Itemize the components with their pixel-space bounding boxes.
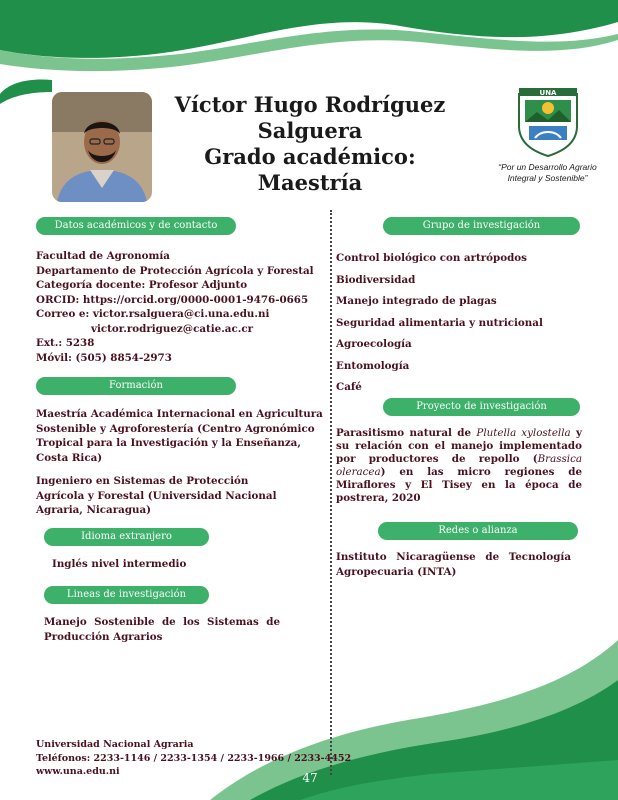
redes-value: Instituto Nicaragüense de Tecnología Agropecuaria (INTA) — [336, 551, 571, 578]
formacion-item: Ingeniero en Sistemas de Protección Agrícola y Forestal (Universidad Nacional Agraria, Nicaragua) — [36, 475, 277, 516]
species-name: Brassica oleracea — [336, 453, 582, 478]
proyecto-description — [336, 427, 582, 505]
section-contact-label: Datos académicos y de contacto — [36, 217, 236, 235]
proyecto-text: ) en las micro regiones de Miraflores y El Tisey en la época de postrera, 2020 — [336, 466, 582, 504]
section-grupo-label: Grupo de investigación — [383, 217, 580, 235]
list-item: Biodiversidad — [336, 273, 416, 286]
person-name: Víctor Hugo Rodríguez Salguera — [174, 92, 446, 143]
idioma-value: Inglés nivel intermedio — [52, 558, 187, 570]
logo-text: UNA — [539, 89, 557, 97]
column-divider — [330, 210, 332, 775]
department: Departamento de Protección Agrícola y Forestal — [36, 264, 314, 277]
teaching-category: Categoría docente: Profesor Adjunto — [36, 279, 248, 291]
profile-photo — [52, 92, 152, 202]
mobile-phone: Móvil: (505) 8854-2973 — [36, 351, 172, 364]
footer-phones: Teléfonos: 2233-1146 / 2233-1354 / 2233-1966 / 2233-4452 — [36, 752, 352, 764]
university-logo — [515, 86, 581, 158]
grupo-list — [336, 248, 606, 399]
list-item: Seguridad alimentaria y nutricional — [336, 316, 543, 329]
proyecto-text: y su relación con el manejo implementado por productores de repollo ( — [336, 427, 582, 465]
formacion-item: Maestría Académica Internacional en Agricultura Sostenible y Agroforestería (Centro Agronómico Tropical para la Investigación y la Enseñanza, Costa Rica) — [36, 408, 323, 464]
list-item: Manejo integrado de plagas — [336, 295, 497, 307]
section-formacion-label: Formación — [36, 377, 236, 395]
footer-university: Universidad Nacional Agraria — [36, 739, 194, 750]
header-title — [160, 92, 460, 196]
page-number: 47 — [302, 771, 318, 785]
academic-degree: Grado académico: Maestría — [204, 144, 416, 195]
section-proyecto-label: Proyecto de investigación — [383, 398, 580, 416]
email-primary[interactable]: Correo e: victor.rsalguera@ci.una.edu.ni — [36, 308, 270, 320]
species-name: Plutella xylostella — [476, 427, 571, 439]
section-lineas-label: Lineas de investigación — [44, 586, 209, 604]
university-motto: “Por un Desarrollo Agrario Integral y Sostenible” — [498, 162, 597, 183]
list-item: Control biológico con artrópodos — [336, 252, 527, 264]
extension: Ext.: 5238 — [36, 337, 95, 349]
lineas-value: Manejo Sostenible de los Sistemas de Producción Agrarios — [44, 616, 280, 643]
email-secondary[interactable]: victor.rodriguez@catie.ac.cr — [91, 322, 254, 335]
orcid-link[interactable]: ORCID: https://orcid.org/0000-0001-9476-0665 — [36, 293, 309, 306]
faculty: Facultad de Agronomía — [36, 250, 170, 262]
section-idioma-label: Idioma extranjero — [44, 528, 209, 546]
proyecto-text: Parasitismo natural de — [336, 427, 477, 439]
section-redes-label: Redes o alianza — [378, 522, 578, 540]
footer-website[interactable]: www.una.edu.ni — [36, 766, 120, 777]
list-item: Agroecología — [336, 338, 412, 350]
contact-details — [36, 249, 326, 365]
list-item: Entomología — [336, 359, 410, 372]
list-item: Café — [336, 381, 362, 393]
